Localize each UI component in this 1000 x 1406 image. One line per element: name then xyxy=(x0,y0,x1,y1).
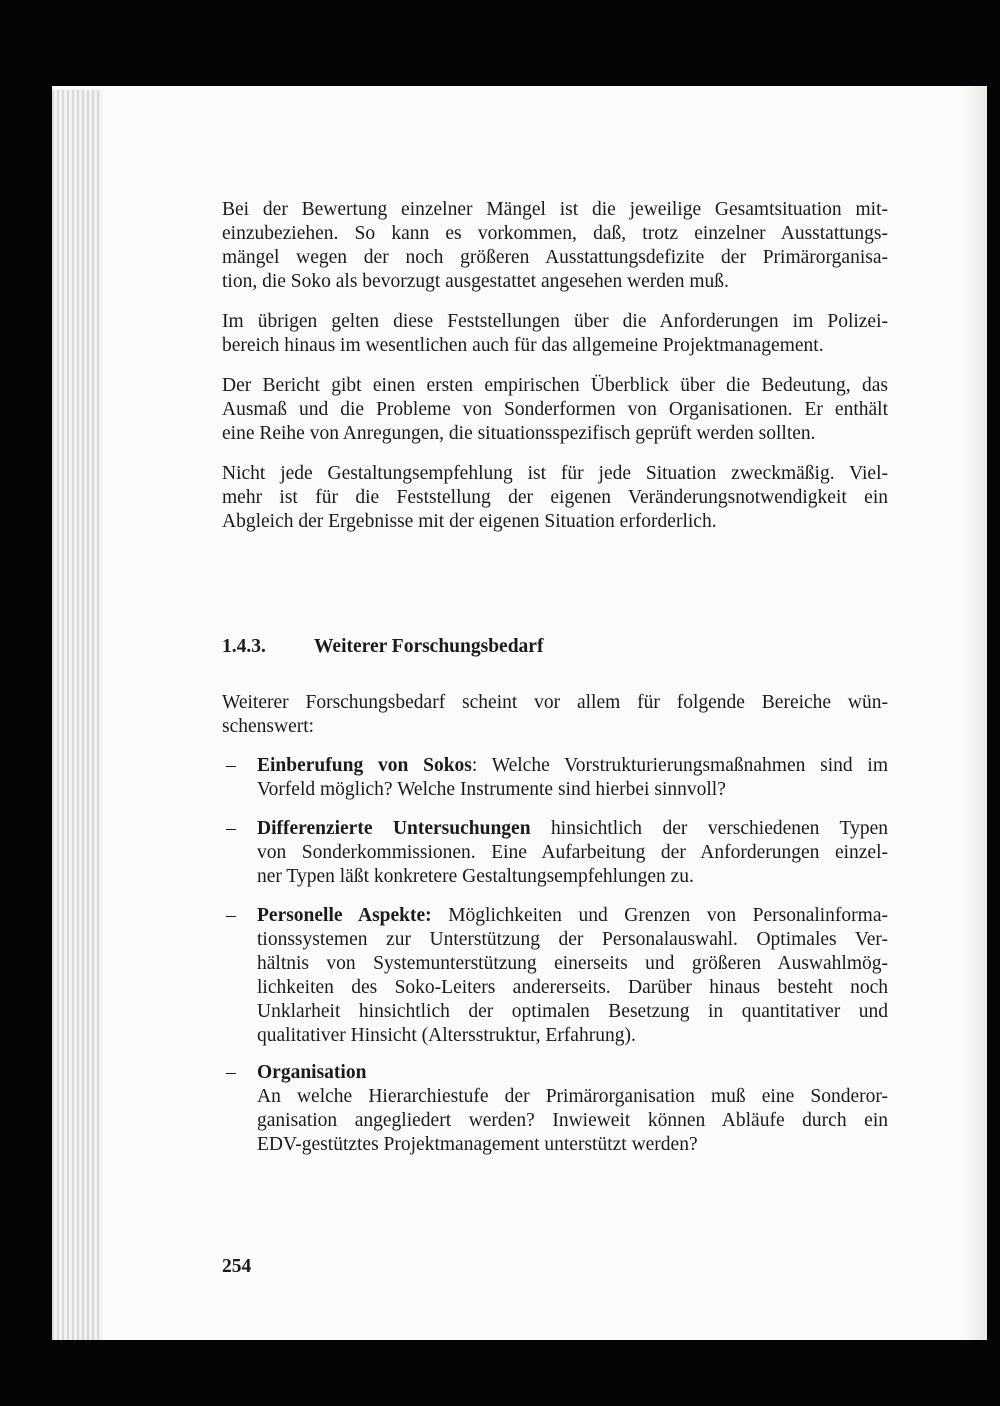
text-line xyxy=(222,270,888,294)
line-text: Weiterer Forschungsbedarf scheint vor allem für folgende Bereiche wün- xyxy=(222,692,888,713)
dash-bullet: – xyxy=(226,818,236,839)
list-item-term: Personelle Aspekte: xyxy=(257,905,432,926)
list-item-term: Differenzierte Untersuchungen xyxy=(257,818,531,839)
line-text: : Welche Vorstrukturierungsmaßnahmen sind im xyxy=(471,755,889,776)
line-text: Abgleich der Ergebnisse mit der eigenen Situation erforderlich. xyxy=(222,511,717,532)
text-line xyxy=(222,198,888,222)
line-text: Nicht jede Gestaltungsempfehlung ist für jede Situation zweckmäßig. Viel- xyxy=(222,463,888,484)
text-line xyxy=(222,715,888,739)
text-line xyxy=(257,1061,888,1085)
section-heading xyxy=(222,636,543,658)
text-line xyxy=(257,841,888,865)
line-text: einzubeziehen. So kann es vorkommen, daß, trotz einzelner Ausstattungs- xyxy=(222,223,888,244)
text-line xyxy=(222,310,888,334)
text-line xyxy=(222,510,888,534)
text-line xyxy=(222,222,888,246)
page-stack-edge xyxy=(52,90,102,1340)
list-item xyxy=(222,904,888,1048)
line-text: qualitativer Hinsicht (Altersstruktur, Erfahrung). xyxy=(257,1025,636,1046)
list-item xyxy=(222,754,888,802)
text-line xyxy=(257,754,888,778)
line-text: Ausmaß und die Probleme von Sonderformen von Organisationen. Er enthält xyxy=(222,399,888,420)
list-item xyxy=(222,1061,888,1157)
list-item-body xyxy=(257,1061,888,1157)
line-text: von Sonderkommissionen. Eine Aufarbeitung der Anforderungen einzel- xyxy=(257,842,888,863)
text-line xyxy=(257,1109,888,1133)
text-line xyxy=(222,374,888,398)
text-line xyxy=(257,865,888,889)
text-line xyxy=(222,398,888,422)
text-line xyxy=(222,246,888,270)
line-text: hinsichtlich der verschiedenen Typen xyxy=(530,818,888,839)
text-line xyxy=(257,1000,888,1024)
dash-bullet: – xyxy=(226,755,236,776)
line-text: tion, die Soko als bevorzugt ausgestattet angesehen werden muß. xyxy=(222,271,729,292)
line-text: Möglichkeiten und Grenzen von Personalinforma- xyxy=(431,905,888,926)
section-title: Weiterer Forschungsbedarf xyxy=(314,636,544,657)
text-line xyxy=(257,952,888,976)
list-item-term: Einberufung von Sokos xyxy=(257,755,472,776)
list-item-body xyxy=(257,754,888,802)
line-text: ganisation angegliedert werden? Inwieweit können Abläufe durch ein xyxy=(257,1110,888,1131)
text-line xyxy=(222,486,888,510)
text-line xyxy=(222,462,888,486)
line-text: lichkeiten des Soko-Leiters andererseits. Darüber hinaus besteht noch xyxy=(257,977,888,998)
text-line xyxy=(257,928,888,952)
line-text: EDV-gestütztes Projektmanagement unterstützt werden? xyxy=(257,1134,698,1155)
section-number: 1.4.3. xyxy=(222,636,266,657)
text-line xyxy=(257,1133,888,1157)
text-line xyxy=(257,817,888,841)
text-line xyxy=(257,1085,888,1109)
paragraph xyxy=(222,462,888,534)
line-text: hältnis von Systemunterstützung einerseits und größeren Auswahlmög- xyxy=(257,953,888,974)
list-item-body xyxy=(257,817,888,889)
line-text: mängel wegen der noch größeren Ausstattungsdefizite der Primärorganisa- xyxy=(222,247,888,268)
page-right-edge xyxy=(962,86,987,1340)
page-number: 254 xyxy=(222,1256,252,1277)
line-text: eine Reihe von Anregungen, die situationsspezifisch geprüft werden sollten. xyxy=(222,423,816,444)
text-line xyxy=(257,1024,888,1048)
line-text: ner Typen läßt konkretere Gestaltungsempfehlungen zu. xyxy=(257,866,694,887)
text-line xyxy=(257,778,888,802)
dash-bullet: – xyxy=(226,905,236,926)
list-item-term: Organisation xyxy=(257,1062,367,1083)
text-line xyxy=(222,422,888,446)
text-line xyxy=(257,904,888,928)
line-text: bereich hinaus im wesentlichen auch für das allgemeine Projektmanagement. xyxy=(222,335,824,356)
text-line xyxy=(222,334,888,358)
line-text: Vorfeld möglich? Welche Instrumente sind hierbei sinnvoll? xyxy=(257,779,726,800)
line-text: schenswert: xyxy=(222,716,315,737)
line-text: An welche Hierarchiestufe der Primärorganisation muß eine Sonderor- xyxy=(257,1086,888,1107)
line-text: Unklarheit hinsichtlich der optimalen Besetzung in quantitativer und xyxy=(257,1001,888,1022)
text-line xyxy=(222,691,888,715)
list-item-body xyxy=(257,904,888,1048)
paragraph xyxy=(222,198,888,294)
line-text: tionssystemen zur Unterstützung der Personalauswahl. Optimales Ver- xyxy=(257,929,888,950)
line-text: Im übrigen gelten diese Feststellungen über die Anforderungen im Polizei- xyxy=(222,311,888,332)
list-item xyxy=(222,817,888,889)
paragraph xyxy=(222,310,888,358)
dash-bullet: – xyxy=(226,1062,236,1083)
paragraph xyxy=(222,691,888,739)
text-line xyxy=(257,976,888,1000)
line-text: Der Bericht gibt einen ersten empirischen Überblick über die Bedeutung, das xyxy=(222,375,888,396)
paragraph xyxy=(222,374,888,446)
line-text: mehr ist für die Feststellung der eigenen Veränderungsnotwendigkeit ein xyxy=(222,487,888,508)
line-text: Bei der Bewertung einzelner Mängel ist die jeweilige Gesamtsituation mit- xyxy=(222,199,888,220)
